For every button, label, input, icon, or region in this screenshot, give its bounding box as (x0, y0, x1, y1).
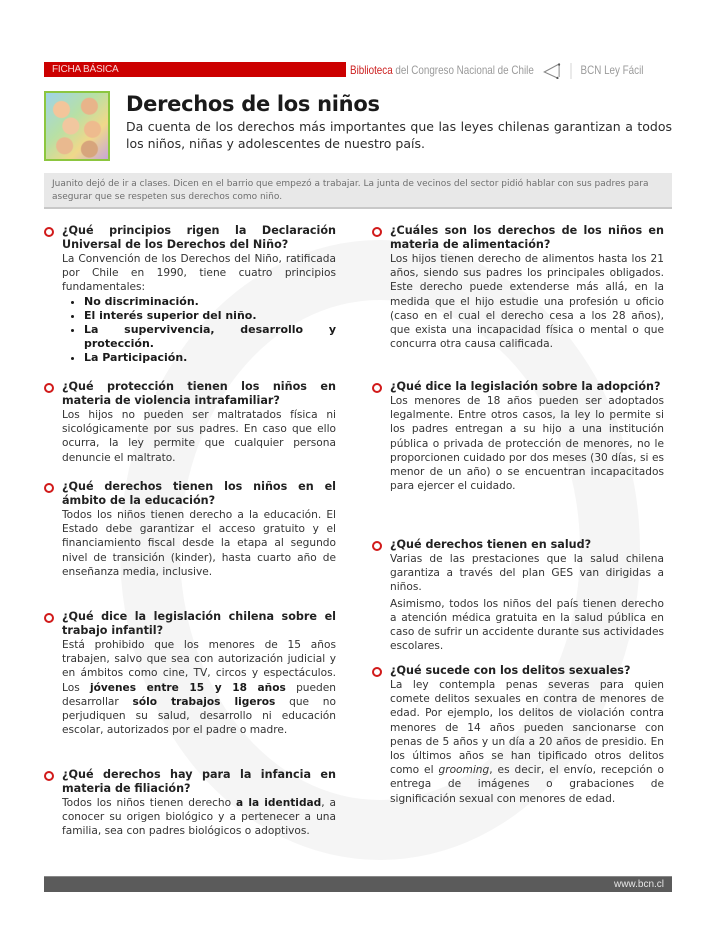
section-trabajo-infantil (44, 610, 336, 737)
bullet-circle-icon (44, 383, 54, 393)
list-item: • La Participación. (84, 351, 336, 365)
footer-bar (44, 876, 672, 892)
answer-text: Todos los niños tienen derecho a la educación. El Estado debe garantizar el acceso gratuito y el financiamiento fiscal desde la etapa al segundo nivel de transición (kinder), hasta cuarto año de enseñanza media, inclusive. (62, 509, 336, 578)
section-alimentacion (372, 224, 664, 351)
bullet-circle-icon (44, 613, 54, 623)
question-heading: ¿Qué principios rigen la Declaración Universal de los Derechos del Niño? (44, 224, 336, 252)
footer-url[interactable]: www.bcn.cl (613, 879, 664, 890)
answer-text: La Convención de los Derechos del Niño, ratificada por Chile en 1990, tiene cuatro principios fundamentales: (62, 253, 336, 294)
list-item: • La supervivencia, desarrollo y protección. (84, 323, 336, 351)
page-title: Derechos de los niños (126, 92, 380, 116)
section-educacion (44, 480, 336, 579)
question-heading: ¿Qué dice la legislación sobre la adopción? (372, 380, 664, 394)
section-principios (44, 224, 336, 365)
intro-box: Juanito dejó de ir a clases. Dicen en el barrio que empezó a trabajar. La junta de vecinos del sector pidió hablar con sus padres para asegurar que se respeten sus derechos como niño. (44, 173, 672, 209)
answer-text: Los hijos no pueden ser maltratados física ni sicológicamente por sus padres. En caso que ello ocurra, la ley permite que cualquier persona denuncie el maltrato. (62, 409, 336, 464)
question-heading: ¿Cuáles son los derechos de los niños en materia de alimentación? (372, 224, 664, 252)
bullet-circle-icon (44, 227, 54, 237)
list-item: • No discriminación. (84, 295, 336, 309)
answer-text: Varias de las prestaciones que la salud chilena garantiza a través del plan GES van dirigidas a niños. (390, 553, 664, 594)
bullet-circle-icon (372, 667, 382, 677)
section-filiacion (44, 768, 336, 839)
bullet-circle-icon (372, 227, 382, 237)
section-adopcion (372, 380, 664, 493)
brand-highlight: Biblioteca (350, 63, 393, 77)
section-salud (372, 538, 664, 653)
product-name: BCN Ley Fácil (580, 63, 644, 77)
brand-separator (570, 63, 571, 79)
section-violencia (44, 380, 336, 465)
question-heading: ¿Qué dice la legislación chilena sobre el trabajo infantil? (44, 610, 336, 638)
brand-header (350, 62, 643, 78)
answer-text: Está prohibido que los menores de 15 años trabajen, salvo que sea con autorización judicial y en ámbitos como cine, TV, circos y espectáculos. Los jóvenes entre 15 y 18 años pueden desarrollar sólo trabajos ligeros que no perjudiquen su salud, desarrollo ni educación escolar, autorizados por el padre o madre. (62, 639, 336, 737)
bullet-circle-icon (44, 483, 54, 493)
question-heading: ¿Qué derechos tienen en salud? (372, 538, 664, 552)
answer-text: Los menores de 18 años pueden ser adoptados legalmente. Entre otros casos, la ley lo permite si los padres entregan a su hijo a una institución pública o privada de protección de menores, no le proporcionen cuidado por dos meses (30 días, si es menor de un año) o se encuentran incapacitados para ejercer el cuidado. (390, 395, 664, 493)
bullet-circle-icon (44, 771, 54, 781)
question-heading: ¿Qué derechos tienen los niños en el ámbito de la educación? (44, 480, 336, 508)
section-delitos-sexuales (372, 664, 664, 806)
brand-name: del Congreso Nacional de Chile (392, 63, 534, 77)
answer-text-2: Asimismo, todos los niños del país tienen derecho a atención médica gratuita en la salud pública en caso de sufrir un accidente durante sus actividades escolares. (390, 597, 664, 653)
answer-text: La ley contempla penas severas para quien comete delitos sexuales en contra de menores de edad. Por ejemplo, los delitos de violación contra menores de 14 años pueden sancionarse con penas de 5 años y un día a 20 años de presidio. En los últimos años se han tipificado otros delitos como el grooming, es decir, el envío, recepción o entrega de imágenes o grabaciones de significación sexual con menores de edad. (390, 679, 664, 805)
children-illustration (44, 91, 110, 161)
bullet-circle-icon (372, 541, 382, 551)
answer-text: Todos los niños tienen derecho a la identidad, a conocer su origen biológico y a pertenecer a una familia, sea con padres biológicos o adoptivos. (62, 797, 336, 838)
top-bar (44, 62, 676, 78)
ficha-badge: FICHA BÁSICA (44, 62, 346, 77)
list-item: • El interés superior del niño. (84, 309, 336, 323)
question-heading: ¿Qué derechos hay para la infancia en materia de filiación? (44, 768, 336, 796)
page-subtitle: Da cuenta de los derechos más importantes que las leyes chilenas garantizan a todos los niños, niñas y adolescentes de nuestro país. (126, 119, 672, 151)
question-heading: ¿Qué protección tienen los niños en materia de violencia intrafamiliar? (44, 380, 336, 408)
bullet-circle-icon (372, 383, 382, 393)
question-heading: ¿Qué sucede con los delitos sexuales? (372, 664, 664, 678)
principles-list (44, 295, 336, 365)
bcn-logo-icon (541, 63, 562, 79)
answer-text: Los hijos tienen derecho de alimentos hasta los 21 años, siendo sus padres los principales obligados. Este derecho puede extenderse más allá, en la medida que el hijo estudie una profesión u oficio (caso en el cual el derecho cesa a los 28 años), que exista una incapacidad física o mental o que concurra otra causa calificada. (390, 253, 664, 351)
